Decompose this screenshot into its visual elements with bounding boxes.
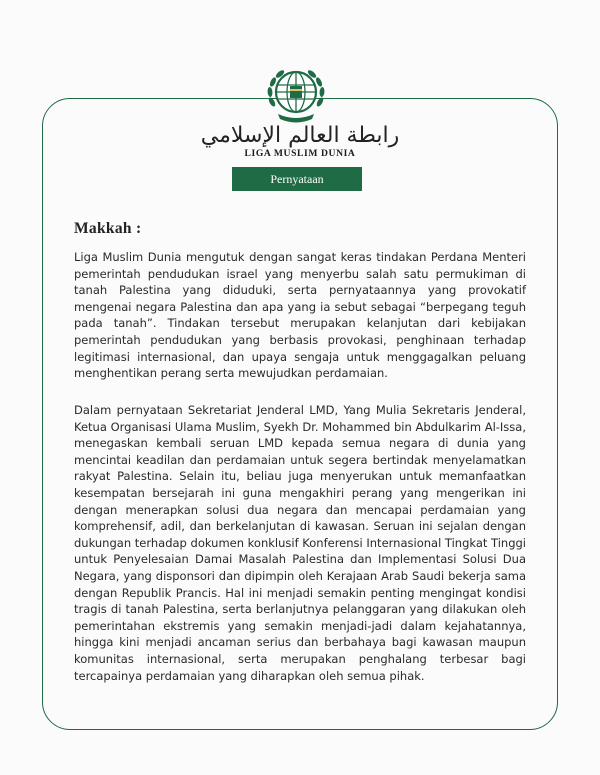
dateline: Makkah : (74, 220, 142, 237)
arabic-logo-text: رابطة العالم الإسلامي (200, 123, 400, 148)
arabic-logo-calligraphy (200, 117, 400, 149)
paragraph-2: Dalam pernyataan Sekretariat Jenderal LMD, Yang Mulia Sekretaris Jenderal, Ketua Organisasi Ulama Muslim, Syekh Dr. Mohammed bin Abdulkarim Al-Issa, menegaskan kembali seruan LMD kepada semua negara di dunia yang mencintai keadilan dan perdamaian untuk segera bertindak menyelamatkan rakyat Palestina. Selain itu, beliau juga menyerukan untuk memanfaatkan kesempatan bersejarah ini guna mengakhiri perang yang mengerikan ini dengan menerapkan solusi dua negara dan mencapai perdamaian yang komprehensif, adil, dan berkelanjutan di kawasan. Seruan ini sejalan dengan dukungan terhadap dokumen konklusif Konferensi Internasional Tingkat Tinggi untuk Penyelesaian Damai Masalah Palestina dan Implementasi Solusi Dua Negara, yang disponsori dan dipimpin oleh Kerajaan Arab Saudi bekerja sama dengan Republik Prancis. Hal ini menjadi semakin penting mengingat kondisi tragis di tanah Palestina, serta berlanjutnya pelanggaran yang dilakukan oleh pemerintahan ekstremis yang semakin menjadi-jadi dalam kejahatannya, hingga kini menjadi ancaman serius dan berbahaya bagi kawasan maupun komunitas internasional, serta merupakan penghalang terbesar bagi tercapainya perdamaian yang diharapkan oleh semua pihak. (74, 403, 526, 683)
document-type-badge: Pernyataan (232, 167, 362, 191)
organization-name: LIGA MUSLIM DUNIA (244, 148, 356, 159)
paragraph-1: Liga Muslim Dunia mengutuk dengan sangat keras tindakan Perdana Menteri pemerintah pendudukan israel yang menyerbu salah satu permukiman di tanah Palestina yang diduduki, serta pernyataannya yang provokatif mengenai negara Palestina dan apa yang ia sebut sebagai “berpegang teguh pada tanah”. Tindakan tersebut merupakan kelanjutan dari kebijakan pemerintah pendudukan yang berbasis provokasi, penghinaan terhadap legitimasi internasional, dan upaya sengaja untuk menggagalkan peluang menghentikan perang serta mewujudkan perdamaian. (74, 250, 526, 381)
